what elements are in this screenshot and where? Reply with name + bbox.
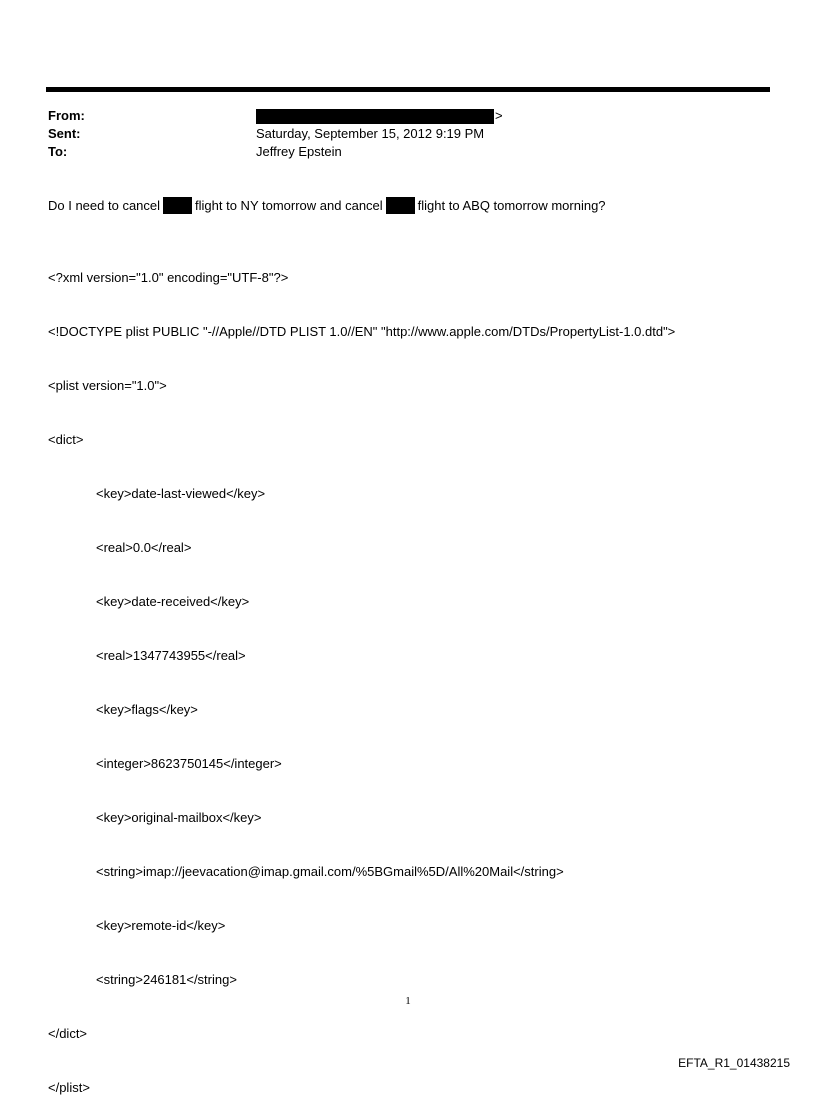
plist-block [48, 233, 788, 1115]
plist-line: <dict> [48, 432, 84, 447]
sent-label: Sent: [48, 126, 81, 141]
plist-line: <key>original-mailbox</key> [96, 810, 262, 825]
message-part-2: flight to NY tomorrow and cancel [195, 198, 383, 213]
sent-row [48, 125, 748, 143]
to-row [48, 143, 748, 161]
message-body [48, 197, 778, 215]
plist-line: <plist version="1.0"> [48, 378, 167, 393]
from-row [48, 107, 748, 125]
plist-line: <key>date-received</key> [96, 594, 250, 609]
redaction-box [163, 197, 192, 214]
to-value: Jeffrey Epstein [256, 144, 342, 159]
to-label: To: [48, 144, 68, 159]
plist-line: <?xml version="1.0" encoding="UTF-8"?> [48, 270, 289, 285]
plist-line: <!DOCTYPE plist PUBLIC "-//Apple//DTD PLIST 1.0//EN" "http://www.apple.com/DTDs/PropertyList-1.0.dtd"> [48, 324, 676, 339]
from-suffix: > [495, 108, 503, 123]
plist-line: <string>246181</string> [96, 972, 237, 987]
redaction-box [386, 197, 415, 214]
plist-line: <key>remote-id</key> [96, 918, 226, 933]
plist-line: <integer>8623750145</integer> [96, 756, 282, 771]
document-id: EFTA_R1_01438215 [678, 1056, 790, 1070]
from-value [256, 107, 748, 125]
sent-value: Saturday, September 15, 2012 9:19 PM [256, 126, 485, 141]
plist-line: <key>date-last-viewed</key> [96, 486, 266, 501]
plist-line: <real>1347743955</real> [96, 648, 246, 663]
redaction-bar [256, 109, 494, 124]
message-part-1: Do I need to cancel [48, 198, 161, 213]
plist-line: </dict> [48, 1026, 88, 1041]
from-label: From: [48, 108, 85, 123]
header-rule [46, 87, 770, 92]
email-header [48, 107, 748, 161]
page-number: 1 [405, 995, 411, 1007]
plist-line: </plist> [48, 1080, 90, 1095]
plist-line: <real>0.0</real> [96, 540, 192, 555]
plist-line: <key>flags</key> [96, 702, 198, 717]
message-part-3: flight to ABQ tomorrow morning? [417, 198, 606, 213]
plist-line: <string>imap://jeevacation@imap.gmail.com/%5BGmail%5D/All%20Mail</string> [96, 864, 564, 879]
